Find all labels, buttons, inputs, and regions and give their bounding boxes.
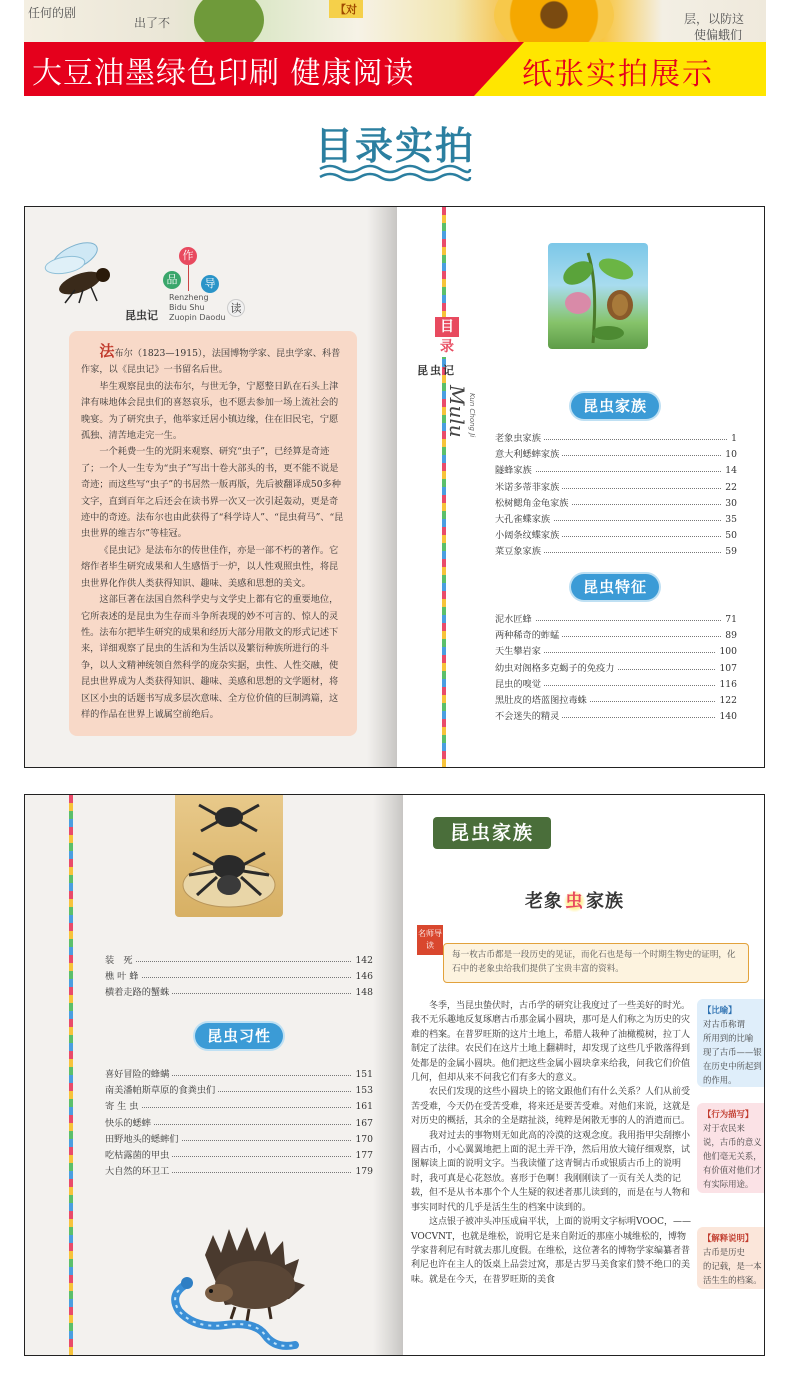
toc-photo-2 bbox=[24, 794, 765, 1356]
logo-circle: 品 bbox=[163, 271, 181, 289]
toc-item[interactable]: 昆虫的嗅觉 116 bbox=[495, 677, 737, 693]
toc-item[interactable]: 黑肚皮的塔蓝图拉毒蛛 122 bbox=[495, 693, 737, 709]
toc-item[interactable]: 不会迷失的精灵 140 bbox=[495, 709, 737, 725]
toc-item[interactable]: 喜好冒险的蜂螨 151 bbox=[105, 1067, 373, 1083]
body-paragraph: 农民们发现的这些小圆块上的铭文跟他们有什么关系？人们从前受苦受难，今天仍在受苦受难，将来还是要苦受难。对他们来说，这就是对历史的概括，其余的全是瞎扯淡，纯粹是闲散无事的人的消遣而已。 bbox=[411, 1087, 691, 1127]
margin-note-behavior: 【行为描写】 对于农民来 说，古币的意义 他们毫无关系， 有价值对他们才 有实际用途。 bbox=[697, 1103, 765, 1193]
mulu-label: Mulu bbox=[445, 385, 469, 438]
book-gutter-shadow bbox=[367, 207, 397, 767]
toc-item[interactable]: 大孔雀蝶家族 35 bbox=[495, 512, 737, 528]
toc-item[interactable]: 泥水匠蜂 71 bbox=[495, 612, 737, 628]
toc-item[interactable]: 老象虫家族 1 bbox=[495, 431, 737, 447]
strip-text-fragment: 使偏蛾们 bbox=[694, 28, 743, 42]
guide-tag: 名师导读 bbox=[417, 925, 443, 955]
intro-paragraph: 《昆虫记》是法布尔的传世佳作，亦是一部不朽的著作。它熔作者毕生研究成果和人生感悟于一炉，以人性观照虫性，将昆虫世界化作供人类获得知识、趣味、美感和思想的美文。 bbox=[81, 544, 339, 589]
toc-item[interactable]: 松树鳃角金龟家族 30 bbox=[495, 496, 737, 512]
beetle-illustration bbox=[548, 243, 648, 349]
intro-paragraph: 毕生观察昆虫的法布尔，与世无争，宁愿整日趴在石头上津津有味地体会昆虫们的喜怒哀乐，也不愿去参加一场上流社会的晚宴。为了研究虫子，他举家迁居小镇边缘，住在旧民宅，宁愿孤独、清苦地走完一生。 bbox=[81, 380, 339, 442]
banner-right-text: 纸张实拍展示 bbox=[522, 57, 714, 92]
toc-mark bbox=[435, 317, 459, 357]
body-paragraph: 这点银子被冲头冲压成扁平状，上面的说明文字标明VOOC，——VOCVNT，也就是维松，说明它是来自附近的那座小城维松的，博物学家普利尼有时就去那儿度假。在维松，这位著名的博物学家编纂者普利尼也许在主人的饭桌上品尝过窝，那是古罗马美食家们赞不绝口的美味。就是在今天，在普罗旺斯的美食 bbox=[411, 1217, 691, 1285]
wave-decoration-icon bbox=[318, 163, 472, 185]
chapter-body-text bbox=[411, 999, 693, 1287]
margin-note-explanation: 【解释说明】 古币是历史 的记载，是一本 活生生的档案。 bbox=[697, 1227, 765, 1289]
leaf-illustration bbox=[194, 0, 264, 42]
intro-text-box bbox=[69, 331, 357, 736]
margin-note-metaphor: 【比喻】 对古币称谓 所用到的比喻 现了古币——银 在历史中所起到 的作用。 bbox=[697, 999, 765, 1087]
intro-paragraph: 一个耗费一生的光阴来观察、研究“虫子”，已经算是奇迹了；一个人一生专为“虫子”写出十卷大部头的书，更不能不说是奇迹；而这些写“虫子”的书居然一版再版，先后被翻译成50多种文字，直到百年之后还会在读书界一次又一次引起轰动，更是奇迹中的奇迹。法布尔也由此获得了“科学诗人”、“昆虫荷马”、“昆虫世界的维吉尔”等桂冠。 bbox=[81, 446, 344, 540]
toc-item[interactable]: 田野地头的蟋蟀们 170 bbox=[105, 1132, 373, 1148]
pinyin-label bbox=[169, 293, 225, 323]
strip-text-fragment: 出了不 bbox=[134, 16, 171, 30]
toc-section-title-family: 昆虫家族 bbox=[571, 393, 659, 419]
toc-item[interactable]: 米诺多蒂菲家族 22 bbox=[495, 480, 737, 496]
chapter-title: 老象 虫 家族 bbox=[525, 891, 624, 912]
toc-list-traits bbox=[495, 612, 737, 725]
book-name: 昆虫记 bbox=[125, 309, 158, 322]
toc-section-title-traits: 昆虫特征 bbox=[571, 574, 659, 600]
mulu-sub-label: Kun Chong Ji bbox=[468, 393, 476, 438]
toc-item[interactable]: 幼虫对阁格多克蝎子的免疫力 107 bbox=[495, 661, 737, 677]
spider-illustration bbox=[175, 795, 283, 917]
toc-item[interactable]: 横着走路的蟹蛛 148 bbox=[105, 985, 373, 1001]
toc-item[interactable]: 樵 叶 蜂 146 bbox=[105, 969, 373, 985]
toc-item[interactable]: 快乐的蟋蟀 167 bbox=[105, 1116, 373, 1132]
toc-item[interactable]: 菜豆象家族 59 bbox=[495, 544, 737, 560]
body-paragraph: 我对过去的事物则无如此高的冷漠的这观念度。我用指甲尖刮擦小圆古币，小心翼翼地把上面的泥土弄干净，然后用放大镜仔细观察，试图解读上面的说明文字。当我读懂了这青铜古币或银质古币上的说明时，我可真是心花怒放。喜形于色啊！我刚刚读了一页有关人类的记载，但不是从书本那个个人生疑的叙述者那儿读到的，而是在与人物和事实同时代的几乎是活生生的档案中读到的。 bbox=[411, 1130, 691, 1213]
hedgehog-snake-illustration-icon bbox=[165, 1215, 315, 1355]
toc-item[interactable]: 天生攀岩家 100 bbox=[495, 644, 737, 660]
logo-circle: 导 bbox=[201, 275, 219, 293]
toc-item[interactable]: 装 死 142 bbox=[105, 953, 373, 969]
toc-item[interactable]: 两种稀奇的蚱蜢 89 bbox=[495, 628, 737, 644]
toc-item[interactable]: 南美潘帕斯草原的食粪虫们 153 bbox=[105, 1083, 373, 1099]
toc-item[interactable]: 寄 生 虫 161 bbox=[105, 1099, 373, 1115]
toc-list-habits bbox=[105, 1067, 373, 1180]
guide-text-box: 每一枚古币都是一段历史的见证，而化石也是每一个时期生物史的证明，化石中的老象虫给我们提供了宝贵丰富的资料。 bbox=[443, 943, 749, 983]
toc-item[interactable]: 意大利蟋蟀家族 10 bbox=[495, 447, 737, 463]
pinyin-line: Zuopin Daodu bbox=[169, 313, 226, 322]
toc-mark-char: 目 bbox=[435, 317, 459, 337]
strip-text-fragment: 任何的剧 bbox=[28, 6, 77, 20]
pinyin-line: Renzheng bbox=[169, 293, 209, 302]
dropcap: 法 bbox=[99, 342, 115, 360]
fly-illustration-icon bbox=[35, 235, 125, 305]
color-stripe-decoration bbox=[442, 207, 446, 767]
logo-circle: 读 bbox=[227, 299, 245, 317]
toc-item[interactable]: 大自然的环卫工 179 bbox=[105, 1164, 373, 1180]
chapter-banner: 昆虫家族 bbox=[433, 817, 551, 849]
book-name: 昆虫记 bbox=[417, 364, 456, 377]
body-paragraph: 冬季，当昆虫蛰伏时，古币学的研究让我度过了一些美好的时光。我不无乐趣地反复琢磨古币那金属小圆块，那可是人们称之为历史的灾难的档案。在普罗旺斯的这片土地上，希腊人栽种了油橄榄树，拉丁人制定了法律。农民们在这片土地上翻耕时，却发现了这些几乎散落得到处都是的金属小圆块。他们把这些金属小圆块拿来给我，问我它们价值几何，但却从来不问我它们有多大的意义。 bbox=[411, 1001, 691, 1084]
toc-list-family bbox=[495, 431, 737, 561]
banner-left-text: 大豆油墨绿色印刷 健康阅读 bbox=[32, 56, 415, 91]
strip-text-fragment: 层，以防这 bbox=[684, 12, 745, 26]
toc-list-continued bbox=[105, 953, 373, 1002]
sunflower-illustration bbox=[494, 0, 614, 42]
toc-mark-char: 录 bbox=[435, 337, 459, 357]
toc-item[interactable]: 吃枯露菌的甲虫 177 bbox=[105, 1148, 373, 1164]
strip-tag: 【对 bbox=[329, 0, 363, 18]
book-gutter-shadow bbox=[373, 795, 403, 1355]
intro-paragraph: 法布尔（1823—1915），法国博物学家、昆虫学家、科普作家，以《昆虫记》一书留名后世。 bbox=[81, 342, 341, 376]
toc-item[interactable]: 隧蜂家族 14 bbox=[495, 463, 737, 479]
top-product-photo-strip bbox=[24, 0, 766, 42]
toc-photo-1 bbox=[24, 206, 765, 768]
logo-circle: 作 bbox=[179, 247, 197, 265]
pinyin-line: Bidu Shu bbox=[169, 303, 205, 312]
toc-section-title-habits: 昆虫习性 bbox=[195, 1023, 283, 1049]
print-quality-banner bbox=[24, 42, 766, 96]
color-stripe-decoration bbox=[69, 795, 73, 1355]
section-title: 目录实拍 bbox=[314, 124, 475, 168]
intro-paragraph: 这部巨著在法国自然科学史与文学史上都有它的重要地位，它所表述的是昆虫为生存而斗争所表现的妙不可言的、惊人的灵性。法布尔把毕生研究的成果和经历大部分用散文的形式记述下来，详细观察了昆虫的生活和为生活以及繁衍种族所进行的斗争，以人文精神统领自然科学的庞杂实据，虫性、人性交融，使昆虫世界成为人类获得知识、趣味、美感和思想的文学题材，将区区小虫的话题书写成多层次意味、全方位价值的巨制鸿篇，这样的作品在世界上诚属空前绝后。 bbox=[81, 594, 339, 720]
toc-item[interactable]: 小阔条纹蝶家族 50 bbox=[495, 528, 737, 544]
